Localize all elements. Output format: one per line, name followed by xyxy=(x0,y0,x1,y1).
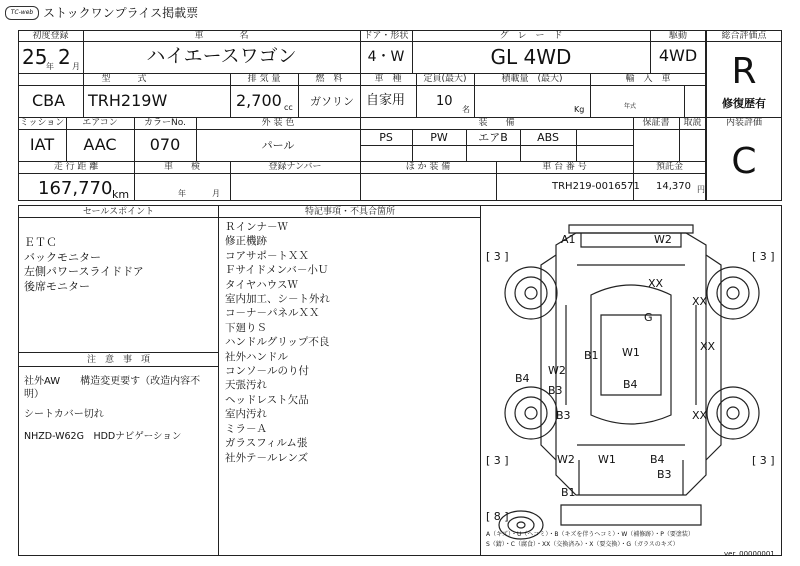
sales-point-item: ＥＴＣ xyxy=(24,236,57,249)
displacement-value: 2,700 xyxy=(236,91,282,110)
damage-mark: W1 xyxy=(622,346,640,359)
chassis-number-value: TRH219-0016571 xyxy=(552,181,640,192)
label-mileage: 走 行 距 離 xyxy=(53,162,99,172)
equip-airbag: エアB xyxy=(478,131,508,144)
displacement-unit: cc xyxy=(284,103,293,112)
note-item: 室内汚れ xyxy=(225,408,267,421)
label-displacement: 排 気 量 xyxy=(247,74,281,84)
damage-legend-line1: A（キズ）・U（ヘコミ）・B（キズを伴うヘコミ）・W（補修跡）・P（要塗装） xyxy=(486,531,694,538)
label-vehicle-type: 車 種 xyxy=(374,74,402,84)
capacity-unit: 名 xyxy=(462,105,470,114)
page-title: ストックワンプライス掲載票 xyxy=(43,6,199,20)
exterior-color-value: パール xyxy=(261,139,295,152)
deposit-value: 14,370 xyxy=(656,181,691,192)
label-color-no: カラーNo. xyxy=(144,118,186,128)
doors-value: 4・W xyxy=(367,49,405,65)
label-other-equipment: ほ か 装 備 xyxy=(405,162,451,172)
label-inspection: 車 検 xyxy=(163,162,200,172)
note-item: コアサポ－トＸＸ xyxy=(225,249,309,262)
damage-mark: A1 xyxy=(561,233,576,246)
damage-legend-line2: S（錆）・C（腐食）・XX（交換済み）・X（要交換）・G（ガラスのキズ） xyxy=(486,541,679,548)
vehicle-type-value: 自家用 xyxy=(366,93,406,108)
label-exterior-color: 外 装 色 xyxy=(261,118,295,128)
note-item: 社外ハンドル xyxy=(225,350,288,363)
note-item: 修正機跡 xyxy=(225,235,267,248)
label-import: 輸 入 車 xyxy=(625,74,671,84)
damage-mark: B3 xyxy=(556,409,571,422)
sales-point-item: 後席モニター xyxy=(24,279,90,293)
note-item: タイヤハウスＷ xyxy=(225,278,298,291)
damage-mark: B4 xyxy=(623,378,638,391)
note-item: Ｒインナ－Ｗ xyxy=(225,221,288,233)
label-first-registration: 初度登録 xyxy=(32,31,69,41)
damage-mark: B4 xyxy=(650,453,665,466)
color-no-value: 070 xyxy=(149,135,181,154)
damage-mark: W2 xyxy=(654,233,672,246)
spare-tire-label: [ 8 ] xyxy=(486,510,509,523)
damage-mark: B4 xyxy=(515,372,530,385)
sales-point-item: 左側パワースライドドア xyxy=(24,265,144,278)
capacity-value: 10 xyxy=(436,94,453,109)
damage-mark: W1 xyxy=(598,453,616,466)
fuel-value: ガソリン xyxy=(310,95,354,108)
label-capacity: 定員(最大) xyxy=(423,74,467,84)
label-interior-score: 内装評価 xyxy=(725,118,762,128)
damage-mark: G xyxy=(644,311,653,324)
label-registration-number: 登録ナンバー xyxy=(268,162,322,172)
tire-label-front-left: [ 3 ] xyxy=(486,250,509,263)
import-model-value: 年式 xyxy=(624,103,637,110)
label-mission: ミッション xyxy=(19,118,65,128)
label-drive: 駆動 xyxy=(668,31,687,41)
damage-mark: B1 xyxy=(584,349,599,362)
registration-month: 2 xyxy=(58,45,71,69)
label-fuel: 燃 料 xyxy=(315,74,343,84)
label-overall-score: 総合評価点 xyxy=(721,31,767,41)
equip-ps: PS xyxy=(379,131,393,144)
logo-text: TC-web xyxy=(10,9,34,16)
caution-item: NHZD-W62G HDDナビゲーション xyxy=(24,431,182,442)
damage-mark: W2 xyxy=(557,453,575,466)
caution-item: 社外AW 構造変更要す（改造内容不明） xyxy=(24,376,201,400)
registration-year-unit: 年 xyxy=(46,62,54,71)
mileage-value: 167,770 xyxy=(38,178,113,199)
damage-mark: XX xyxy=(700,340,716,353)
mileage-unit: km xyxy=(112,188,130,201)
grade-value: GL 4WD xyxy=(490,45,572,69)
label-deposit: 預託金 xyxy=(655,162,683,172)
special-notes-list xyxy=(225,220,477,465)
note-item: ミラ－Ａ xyxy=(225,422,267,435)
note-item: 室内加工、シ－ト外れ xyxy=(225,293,330,306)
deposit-unit: 円 xyxy=(697,185,705,194)
tire-label-front-right: [ 3 ] xyxy=(752,250,775,263)
damage-mark: B3 xyxy=(657,468,672,481)
label-warranty: 保証書 xyxy=(642,118,670,128)
note-item: 下廻りＳ xyxy=(225,321,267,334)
overall-score-sub: 修復歴有 xyxy=(722,97,766,110)
note-item: Ｆサイドメンバ－小Ｕ xyxy=(225,264,329,277)
tc-web-logo xyxy=(5,6,39,20)
label-load-capacity: 積載量 (最大) xyxy=(501,74,563,84)
sales-point-item: バックモニター xyxy=(24,250,101,264)
label-car-name: 車 名 xyxy=(194,31,249,41)
label-grade: グ レ ー ド xyxy=(499,31,563,41)
drive-value: 4WD xyxy=(658,46,698,65)
damage-mark: XX xyxy=(648,277,664,290)
label-manual: 取説 xyxy=(683,118,702,128)
load-unit: Kg xyxy=(574,105,585,114)
model-prefix-value: CBA xyxy=(32,91,66,110)
damage-mark: XX xyxy=(692,409,708,422)
damage-mark: XX xyxy=(692,295,708,308)
registration-month-unit: 月 xyxy=(72,62,80,71)
tire-label-rear-left: [ 3 ] xyxy=(486,454,509,467)
note-item: ヘッドレスト欠品 xyxy=(225,393,309,406)
model-code-value: TRH219W xyxy=(88,91,168,110)
label-aircon: エアコン xyxy=(82,118,118,128)
label-model: 型 式 xyxy=(101,74,147,84)
note-item: 社外テ－ルレンズ xyxy=(225,451,309,464)
damage-mark: W2 xyxy=(548,364,566,377)
aircon-value: AAC xyxy=(83,135,117,154)
note-item: コ－ナ－パネルＸＸ xyxy=(225,307,320,320)
equip-abs: ABS xyxy=(537,131,559,144)
equip-pw: PW xyxy=(430,131,448,144)
label-cautions: 注 意 事 項 xyxy=(86,355,150,365)
overall-score-value: R xyxy=(731,51,757,92)
damage-mark: B1 xyxy=(561,486,576,499)
damage-mark: B3 xyxy=(548,384,563,397)
cautions-list xyxy=(24,375,214,443)
label-sales-points: セールスポイント xyxy=(82,207,155,217)
label-chassis-number: 車 台 番 号 xyxy=(542,162,587,172)
note-item: ガラスフィルム張 xyxy=(225,437,308,450)
label-equipment: 装 備 xyxy=(478,118,515,128)
caution-item: シートカバー切れ xyxy=(24,409,104,420)
label-special-notes: 特記事項・不具合箇所 xyxy=(304,207,395,217)
note-item: ハンドルグリップ不良 xyxy=(225,336,330,349)
note-item: 天張汚れ xyxy=(225,379,267,392)
car-name-value: ハイエースワゴン xyxy=(146,45,297,67)
tire-label-rear-right: [ 3 ] xyxy=(752,454,775,467)
registration-year: 25 xyxy=(22,45,48,69)
sales-points-list xyxy=(24,236,214,294)
label-doors-shape: ドア・形状 xyxy=(363,31,409,41)
inspection-year: 年 xyxy=(178,189,186,198)
interior-score-value: C xyxy=(731,141,757,182)
note-item: コンソ－ルのり付 xyxy=(225,365,309,378)
version-label: ver. 00000001 xyxy=(724,550,775,558)
mission-value: IAT xyxy=(29,135,55,154)
inspection-month: 月 xyxy=(212,189,220,198)
